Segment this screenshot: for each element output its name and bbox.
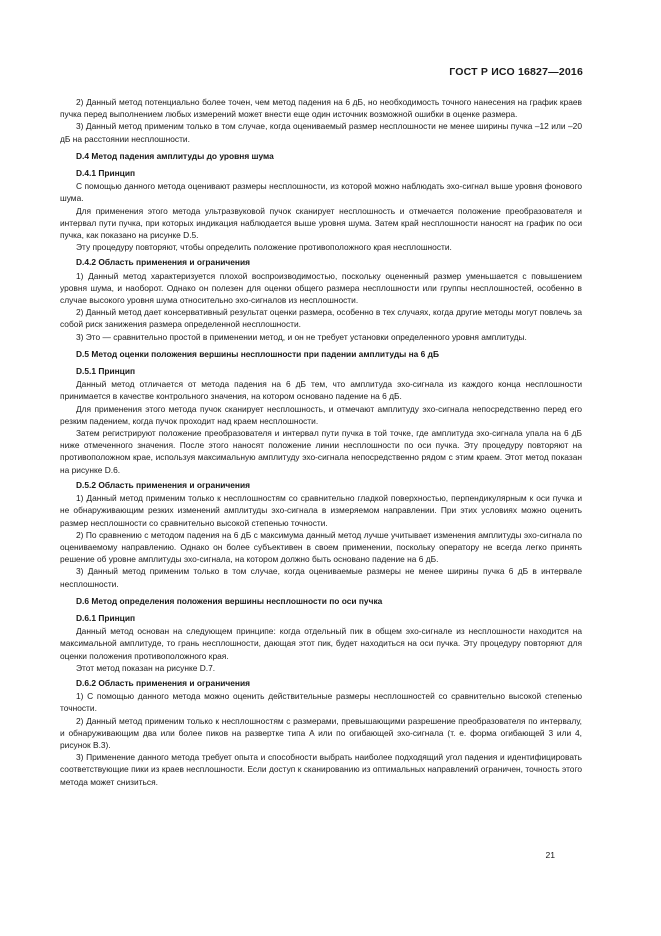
page-number: 21	[545, 850, 555, 860]
paragraph: 2) По сравнению с методом падения на 6 дБ с максимума данный метод лучше учитывает изменения амплитуды эхо-сигнала по оцениваемому направлению. Однако он более субъективен в своем применении, поскольку оператору не всегда легко принять решение об уровне амплитуды эхо-сигнала, на котором должно быть основано падение на 6 дБ.	[60, 529, 582, 565]
paragraph: Для применения этого метода ультразвуковой пучок сканирует несплошность и отмечается положение преобразователя и интервал пути пучка, при которых индикация наблюдается выше уровня шума. Затем край несплошности наносят на график по оси пучка, как показано на рисунке D.5.	[60, 205, 582, 241]
paragraph: 2) Данный метод применим только к несплошностям с размерами, превышающими разрешение преобразователя по интервалу, и обнаруживающим два или более пиков на развертке типа A или по огибающей эхо-сигнала (т. е. форма огибающей 3 или 4, рисунок B.3).	[60, 715, 582, 750]
paragraph: 3) Данный метод применим только в том случае, когда оцениваемый размер несплошности не менее ширины пучка –12 или –20 дБ на расстоянии несплошности.	[60, 121, 582, 144]
section-heading: D.4 Метод падения амплитуды до уровня шума	[76, 150, 274, 161]
paragraph: С помощью данного метода оценивают размеры несплошности, из которой можно наблюдать эхо-сигнал выше уровня фонового шума.	[60, 181, 582, 204]
paragraph: 3) Применение данного метода требует опыта и способности выбрать наиболее подходящий угол падения и идентифицировать соответствующие пики из краев несплошности. Если доступ к сканированию из оптимальных направлений ограничен, точность этого метода может снизиться.	[60, 752, 582, 787]
document-body	[60, 96, 582, 788]
paragraph: Эту процедуру повторяют, чтобы определить положение противоположного края несплошности.	[76, 242, 452, 253]
paragraph: 1) Данный метод характеризуется плохой воспроизводимостью, поскольку оцененный размер уменьшается с повышением уровня шума, и наоборот. Однако он полезен для оценки общего размера несплошности или группы несплошностей, особенно в случае высокого уровня шума относительно эхо-сигналов из несплошности.	[60, 270, 582, 306]
paragraph: Этот метод показан на рисунке D.7.	[76, 662, 216, 673]
paragraph: 3) Это — сравнительно простой в применении метод, и он не требует установки определенного уровня амплитуды.	[76, 331, 527, 342]
subsection-heading: D.5.2 Область применения и ограничения	[76, 479, 251, 490]
paragraph: 2) Данный метод дает консервативный результат оценки размера, особенно в тех случаях, когда другие методы могут повлечь за собой риск занижения размера определенной несплошности.	[60, 307, 582, 330]
paragraph: Данный метод отличается от метода падения на 6 дБ тем, что амплитуда эхо-сигнала из каждого конца несплошности принимается в качестве контрольного значения, на котором основано падение на 6 дБ.	[60, 379, 582, 402]
section-heading: D.5 Метод оценки положения вершины несплошности при падении амплитуды на 6 дБ	[76, 348, 439, 359]
paragraph: Для применения этого метода пучок сканирует несплошность, и отмечают амплитуду эхо-сигнала непосредственно перед его резким падением, когда пучок проходит над краем несплошности.	[60, 403, 582, 426]
subsection-heading: D.4.2 Область применения и ограничения	[76, 257, 251, 268]
subsection-heading: D.6.1 Принцип	[76, 612, 136, 623]
subsection-heading: D.6.2 Область применения и ограничения	[76, 677, 251, 688]
subsection-heading: D.5.1 Принцип	[76, 366, 136, 377]
paragraph: 1) С помощью данного метода можно оценить действительные размеры несплошностей со сравнительно высокой степенью точности.	[60, 691, 582, 714]
paragraph: 2) Данный метод потенциально более точен, чем метод падения на 6 дБ, но необходимость точного нанесения на график краев пучка перед выполнением любых измерений может внести еще один источник возможной ошибки в оценке размера.	[60, 97, 582, 120]
paragraph: 1) Данный метод применим только к несплошностям со сравнительно гладкой поверхностью, перпендикулярным к оси пучка и не обнаруживающим резких изменений амплитуды эхо-сигнала в измеряемом направлении. При этих условиях можно оценить размер несплошности со сравнительно высокой степенью точности.	[60, 493, 582, 528]
standard-header: ГОСТ Р ИСО 16827—2016	[449, 66, 583, 78]
paragraph: Затем регистрируют положение преобразователя и интервал пути пучка в той точке, где амплитуда эхо-сигнала упала на 6 дБ ниже отмеченного значения. После этого наносят положение линии несплошности по оси пучка. Эту процедуру повторяют на противоположном крае, используя максимальную амплитуду эхо-сигнала непосредственно рядом с этим краем. Этот метод показан на рисунке D.6.	[60, 428, 582, 475]
subsection-heading: D.4.1 Принцип	[76, 168, 136, 179]
paragraph: 3) Данный метод применим только в том случае, когда оцениваемые размеры не менее ширины пучка 6 дБ в интервале несплошности.	[60, 566, 582, 589]
paragraph: Данный метод основан на следующем принципе: когда отдельный пик в общем эхо-сигнале из несплошности находится на максимальной амплитуде, то грань несплошности, дающая этот пик, будет находиться на оси пучка. Эту процедуру повторяют для оценки положения противоположного края.	[60, 626, 582, 661]
section-heading: D.6 Метод определения положения вершины несплошности по оси пучка	[76, 595, 383, 606]
